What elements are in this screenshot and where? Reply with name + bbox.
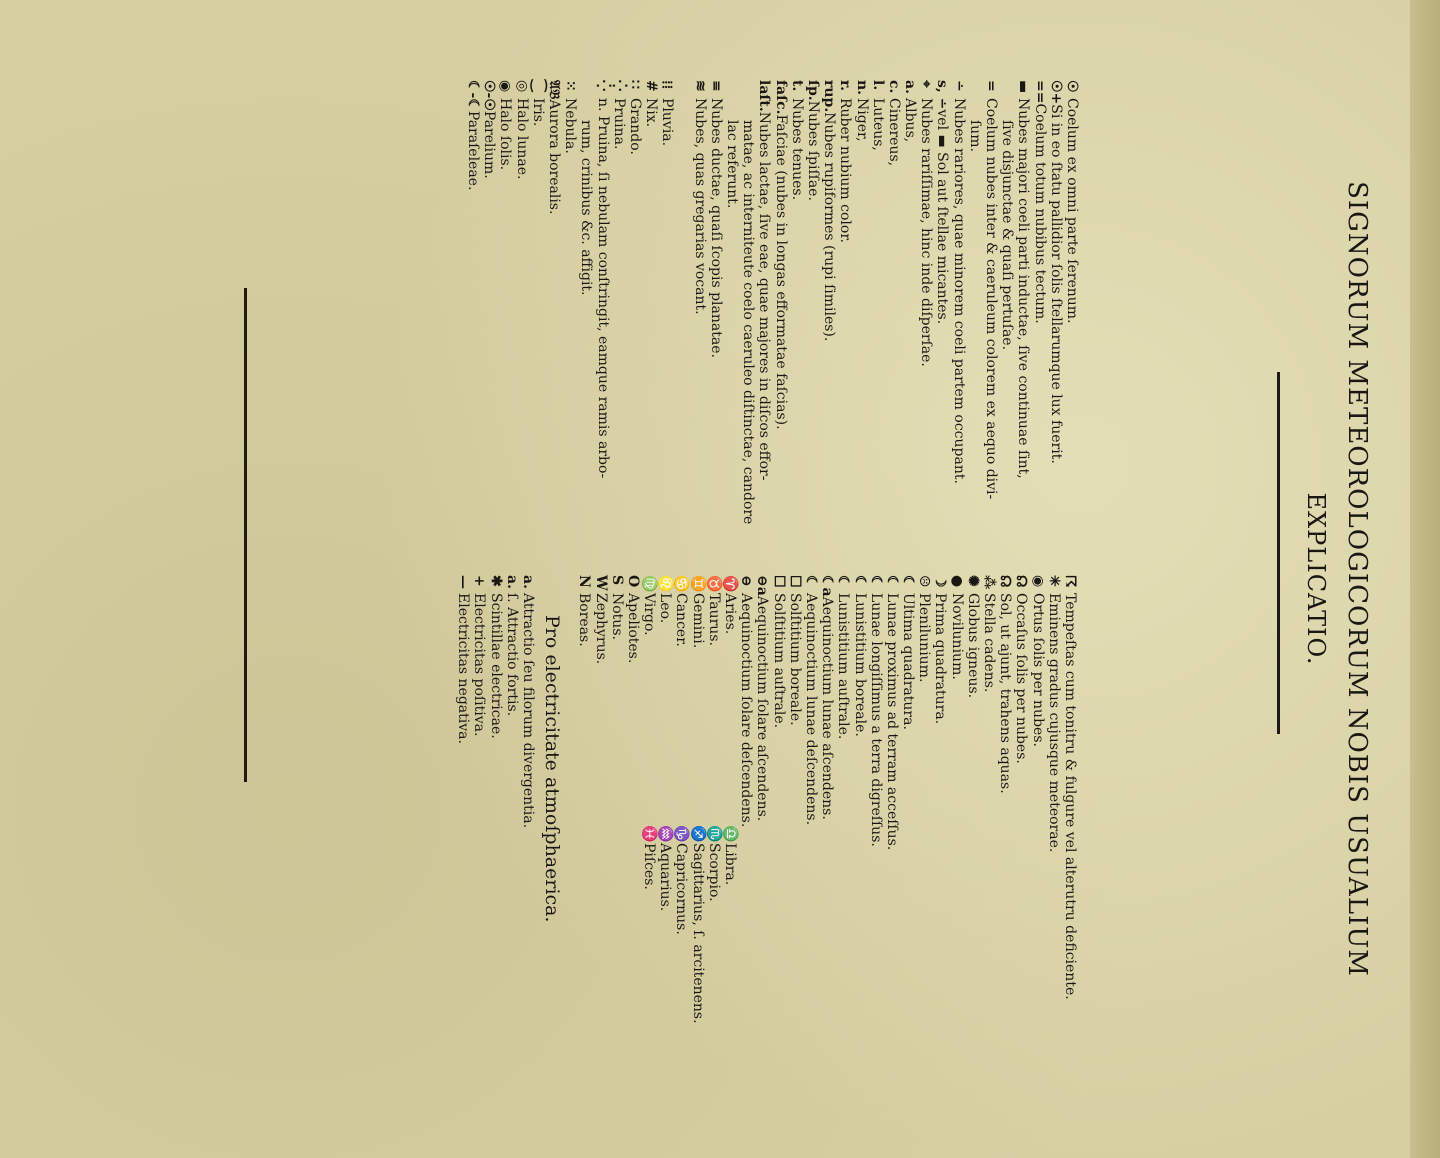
legend-entry (770, 575, 786, 1000)
symbol-glyph: t. (788, 80, 805, 92)
electric-entry (471, 575, 487, 1000)
symbol-glyph: ⁛ (594, 80, 611, 92)
entry-text: Lunae proximus ad terram acceſſus. (883, 593, 900, 851)
legend-entry (918, 80, 934, 524)
entry-text: Notus. (608, 593, 625, 640)
entry-text: ſive disjunctae & quaſi pertuſae. (999, 120, 1016, 351)
symbol-glyph: ✳ (1045, 575, 1062, 587)
symbol-glyph: ♊ (689, 575, 706, 593)
legend-entry (754, 575, 770, 1000)
symbol-glyph: ☾ (803, 575, 819, 588)
legend-entry (951, 80, 967, 524)
symbol-glyph: 𝔄𝔅 (546, 80, 562, 100)
zodiac-row (641, 575, 657, 1000)
legend-entry (835, 575, 851, 1000)
entry-text: Albus, (902, 98, 919, 143)
zodiac-row (722, 575, 738, 1000)
entry-text: Electricitas negativa. (455, 593, 472, 744)
entry-text: n. Pruina, ſi nebulam conſtringit, eamque ramis arbo- (594, 98, 611, 479)
entry-text: Nubes lactae, ſive eae, quae majores in diſcos effor- (756, 111, 773, 481)
symbol-glyph: ◉ (497, 80, 514, 93)
symbol-glyph: ♎ (722, 825, 739, 843)
symbol-glyph: ≡ (707, 80, 724, 92)
entry-text: Boreas. (576, 593, 593, 647)
legend-entry (870, 80, 886, 524)
zodiac-entry (706, 575, 722, 646)
symbol-glyph: ● (948, 575, 965, 588)
legend-entry (886, 80, 902, 524)
legend-entry (546, 80, 562, 524)
symbol-glyph: — (455, 575, 472, 589)
wind-entry (609, 575, 625, 1000)
entry-text: Aries. (722, 593, 739, 635)
symbol-glyph: a. (902, 80, 919, 94)
entry-text: Luteus, (869, 98, 886, 151)
legend-entry (530, 80, 546, 524)
symbol-glyph: ♋ (673, 575, 690, 593)
symbol-glyph: ☾-☾ (465, 80, 482, 111)
legend-entry (853, 80, 869, 524)
symbol-glyph: ⊖a (754, 575, 771, 596)
legend-entry (738, 575, 754, 1000)
entry-text: Leo. (657, 593, 674, 624)
zodiac-row (706, 575, 722, 1000)
symbol-glyph: a. (520, 575, 536, 589)
symbol-glyph: ☈ (1062, 575, 1078, 588)
right-column (455, 575, 1078, 1024)
symbol-glyph: ♏ (705, 825, 722, 843)
top-rule (1277, 372, 1280, 734)
zodiac-entry (673, 825, 689, 935)
entry-text: Nebula. (562, 98, 579, 154)
legend-entry (1029, 575, 1045, 1000)
symbol-glyph: r. (837, 80, 854, 91)
legend-entry (497, 80, 513, 524)
entry-text: Occaſus ſolis per nubes. (1013, 593, 1030, 764)
legend-entry (981, 575, 997, 1000)
entry-text: Aurora borealis. (546, 99, 562, 215)
symbol-glyph: rup. (821, 80, 838, 113)
electric-entry (504, 575, 520, 1000)
entry-text: lac referunt. (724, 120, 741, 209)
entry-text: Ruber nubium color. (837, 98, 854, 243)
symbol-glyph: ☾ (851, 575, 868, 588)
symbol-glyph: ♒ (657, 825, 674, 843)
entry-text: rum, crinibus &c. affigit. (578, 120, 595, 296)
zodiac-row (673, 575, 689, 1000)
entry-text: Prima quadratura. (932, 593, 949, 725)
legend-entry (1015, 80, 1031, 524)
zodiac-entry (657, 575, 673, 623)
entry-text: ſum. (966, 120, 983, 152)
entry-text: Piſces. (641, 843, 658, 890)
zodiac-entry (673, 575, 689, 647)
symbol-glyph: laſt. (756, 80, 773, 112)
symbol-glyph: ☹ (916, 575, 933, 588)
symbol-glyph: ⁂ (981, 575, 998, 590)
left-column (465, 80, 1080, 524)
entry-text: Iris. (529, 98, 546, 127)
legend-entry (740, 80, 756, 524)
entry-text: Plenilunium. (916, 593, 933, 683)
symbol-glyph: l. (869, 80, 886, 91)
entry-text: Halo lunae. (513, 98, 530, 180)
legend-entry (756, 80, 772, 524)
legend-entry (1064, 80, 1080, 524)
symbol-glyph: ☾a (819, 575, 836, 597)
legend-entry (983, 80, 999, 524)
symbol-glyph: ✱ (487, 575, 504, 587)
legend-entry (611, 80, 627, 524)
zodiac-row (657, 575, 673, 1000)
entry-text: Nubes majori coeli parti inductae, ſive continuae ſint, (1015, 98, 1032, 479)
symbol-glyph: # (643, 80, 660, 92)
legend-entry (594, 80, 610, 524)
symbol-glyph: ♑ (673, 825, 690, 843)
legend-entry (819, 575, 835, 1000)
electric-entry (520, 575, 536, 1000)
legend-entry (562, 80, 578, 524)
legend-entry (967, 80, 983, 524)
entry-text: Scintillae electricae. (487, 593, 504, 739)
entry-text: Tempeſtas cum tonitru & fulgure vel alterutru deficiente. (1062, 593, 1078, 1000)
wind-entry (592, 575, 608, 1000)
symbol-glyph: ☐ (770, 575, 787, 588)
entry-text: Pruina. (610, 98, 627, 150)
legend-entry (934, 80, 950, 524)
symbol-glyph: ♌ (657, 575, 674, 593)
legend-entry (465, 80, 481, 524)
entry-text: Sol, ut ajunt, trahens aquas. (997, 593, 1014, 794)
legend-entry (965, 575, 981, 1000)
entry-text: Niger, (853, 98, 870, 142)
entry-text: Aequinoctium lunae aſcendens. (819, 596, 836, 820)
symbol-glyph: ♓ (641, 825, 658, 843)
legend-entry (868, 575, 884, 1000)
legend-entry (837, 80, 853, 524)
symbol-glyph: O (624, 575, 641, 588)
entry-text: Ultima quadratura. (900, 593, 917, 730)
symbol-glyph: ♈ (722, 575, 739, 593)
legend-entry (1048, 80, 1064, 524)
symbol-glyph: ☉-☉ (481, 80, 498, 111)
symbol-glyph: ⊖ (738, 575, 755, 587)
symbol-glyph: n. (853, 80, 870, 96)
entry-text: matae, ac interniteute coelo caeruleo diſtinctae, candore (740, 120, 757, 525)
entry-text: Solſtitium boreale. (786, 593, 803, 726)
legend-entry (659, 80, 675, 524)
entry-text: Aequinoctium ſolare deſcendens. (738, 593, 755, 828)
legend-entry (692, 80, 708, 524)
entry-text: Novilunium. (948, 593, 965, 680)
symbol-glyph: ☾ (867, 575, 884, 588)
zodiac-entry (641, 575, 657, 636)
entry-text: Globus igneus. (964, 593, 981, 699)
entry-text: Apeliotes. (624, 593, 641, 664)
entry-text: Attractio ſeu filorum divergentia. (520, 593, 536, 829)
title-line-2: EXPLICATIO. (1302, 492, 1330, 666)
symbol-glyph: = (983, 80, 1000, 92)
zodiac-row (689, 575, 706, 1024)
legend-entry (805, 80, 821, 524)
entry-text: Halo ſolis. (497, 98, 514, 171)
symbol-glyph: ✺ (964, 575, 981, 587)
entry-text: Lunistitium auſtrale. (835, 593, 852, 740)
symbol-glyph: ∷ (626, 80, 643, 89)
legend-entry (675, 80, 691, 524)
wind-entry (625, 575, 641, 1000)
legend-entry (627, 80, 643, 524)
symbol-glyph: faſc. (772, 80, 789, 115)
title-line-1: SIGNORUM METEOROLOGICORUM NOBIS USUALIUM (1342, 181, 1372, 977)
entry-text: Electricitas poſitiva. (471, 593, 488, 737)
symbol-glyph: N (576, 575, 593, 588)
legend-entry (932, 575, 948, 1000)
symbol-glyph: s, ∸ (934, 80, 951, 110)
entry-text: Nubes ſpiſſae. (805, 100, 821, 201)
wind-entry (576, 575, 592, 1000)
symbol-glyph: ☊ (997, 575, 1014, 588)
symbol-glyph: ∸ (950, 80, 967, 92)
legend-entry (787, 575, 803, 1000)
legend-entry (578, 80, 594, 524)
entry-text: Parelium. (481, 110, 498, 179)
entry-text: vel ▬ Sol aut ſtellae micantes. (934, 109, 951, 325)
entry-text: Paraſeleae. (465, 110, 482, 191)
entry-text: Cancer. (673, 593, 690, 647)
zodiac-entry (641, 825, 657, 890)
symbol-glyph: ⁛ (610, 80, 627, 92)
symbol-glyph: S (608, 575, 625, 586)
symbol-glyph: + (471, 575, 488, 587)
entry-text: Nubes ductae, quaſi ſcopis planatae. (707, 98, 724, 358)
symbol-glyph: ⁙ (562, 80, 579, 92)
symbol-glyph: ♉ (705, 575, 722, 593)
symbol-glyph: ♍ (641, 575, 658, 593)
symbol-glyph: ◎ (513, 80, 530, 93)
electricity-heading: Pro electricitate atmoſphaerica. (541, 615, 563, 923)
entry-text: Aequinoctium ſolare aſcendens. (754, 595, 771, 822)
electric-entry (487, 575, 503, 1000)
legend-entry (1046, 575, 1062, 1000)
entry-text: Ortus ſolis per nubes. (1029, 593, 1046, 747)
legend-entry (884, 575, 900, 1000)
entry-text: Grando. (626, 98, 643, 155)
entry-text: Aequinoctium lunae deſcendens. (803, 593, 819, 826)
entry-text: Pluvia. (659, 98, 676, 147)
symbol-glyph: ♐ (689, 825, 706, 843)
symbol-glyph: ▬ (1015, 80, 1032, 94)
entry-text: Coelum totum nubibus tectum. (1031, 103, 1048, 324)
legend-entry (1013, 575, 1029, 1000)
legend-entry (1031, 80, 1047, 524)
entry-text: Sagittarius, ſ. arcitenens. (689, 843, 706, 1024)
legend-entry (724, 80, 740, 524)
legend-entry (997, 575, 1013, 1000)
entry-text: Scorpio. (705, 843, 722, 902)
entry-text: Taurus. (705, 593, 722, 646)
entry-text: Gemini. (689, 593, 706, 649)
zodiac-entry (706, 825, 722, 902)
entry-text: Stella cadens. (981, 593, 998, 693)
legend-entry (851, 575, 867, 1000)
symbol-glyph: ☉ (1064, 80, 1080, 93)
legend-entry (999, 80, 1015, 524)
entry-text: Coelum nubes inter & caeruleum colorem ex aequo divi- (983, 98, 1000, 500)
entry-text: Libra. (722, 843, 739, 886)
zodiac-entry (690, 825, 706, 1024)
symbol-glyph: ◉ (1029, 575, 1046, 588)
entry-text: Solſtitium auſtrale. (770, 593, 787, 729)
entry-text: Nubes rupiformes (rupi ſimiles). (821, 112, 838, 342)
symbol-glyph: ☊ (1013, 575, 1030, 588)
entry-text: Faſciae (nubes in longas efformatae faſcias). (772, 114, 789, 430)
legend-entry (803, 575, 819, 1000)
legend-entry (789, 80, 805, 524)
zodiac-entry (722, 575, 738, 634)
entry-text: Nubes rariores, quae minorem coeli partem occupant. (950, 98, 967, 484)
zodiac-entry (657, 825, 673, 911)
electric-entry (455, 575, 471, 1000)
symbol-glyph: c. (885, 80, 902, 94)
symbol-glyph: ⌖ (918, 80, 935, 88)
symbol-glyph: ⁐ (529, 80, 546, 92)
entry-text: Capricornus. (673, 843, 690, 935)
entry-text: Lunae longiſſimus a terra digreſſus. (867, 593, 884, 847)
legend-entry (949, 575, 965, 1000)
symbol-glyph: ☐ (786, 575, 803, 588)
symbol-glyph: ☉+ (1047, 80, 1064, 105)
symbol-glyph: ≋ (691, 80, 708, 92)
entry-text: Nubes tenues. (788, 98, 805, 201)
bottom-rule (244, 288, 247, 782)
symbol-glyph: ſp. (805, 80, 821, 101)
zodiac-entry (722, 825, 738, 885)
legend-entry (1062, 575, 1078, 1000)
legend-entry (772, 80, 788, 524)
entry-text: Virgo. (641, 593, 658, 636)
entry-text: Coelum ex omni parte ſerenum. (1064, 98, 1080, 324)
symbol-glyph: ☾ (900, 575, 917, 588)
symbol-glyph: a. (503, 575, 520, 589)
legend-entry (902, 80, 918, 524)
symbol-glyph: ☾ (835, 575, 852, 588)
legend-entry (821, 80, 837, 524)
legend-entry (916, 575, 932, 1000)
legend-entry (900, 575, 916, 1000)
symbol-glyph: ☽ (932, 575, 949, 588)
entry-text: Nix. (643, 98, 660, 128)
legend-entry (513, 80, 529, 524)
entry-text: ſ. Attractio fortis. (503, 593, 520, 717)
entry-text: Cinereus, (885, 98, 902, 167)
symbol-glyph: W (592, 575, 609, 591)
legend-entry (643, 80, 659, 524)
symbol-glyph: ⁞⁞ (659, 80, 676, 90)
entry-text: Lunistitium boreale. (851, 593, 868, 737)
entry-text: Si in eo ſtatu pallidior ſolis ſtellarumque lux fuerit. (1047, 104, 1064, 464)
entry-text: Eminens gradus cujusque meteorae. (1045, 593, 1062, 853)
legend-entry (481, 80, 497, 524)
symbol-glyph: ☾ (883, 575, 900, 588)
entry-text: Zephyrus. (592, 593, 609, 665)
entry-text: Aquarius. (657, 843, 674, 912)
symbol-glyph: == (1031, 80, 1048, 104)
legend-entry (708, 80, 724, 524)
entry-text: Nubes rariſſimae, hinc inde diſperſae. (918, 98, 935, 367)
zodiac-entry (690, 575, 706, 648)
entry-text: Nubes, quas gregarias vocant. (691, 98, 708, 315)
